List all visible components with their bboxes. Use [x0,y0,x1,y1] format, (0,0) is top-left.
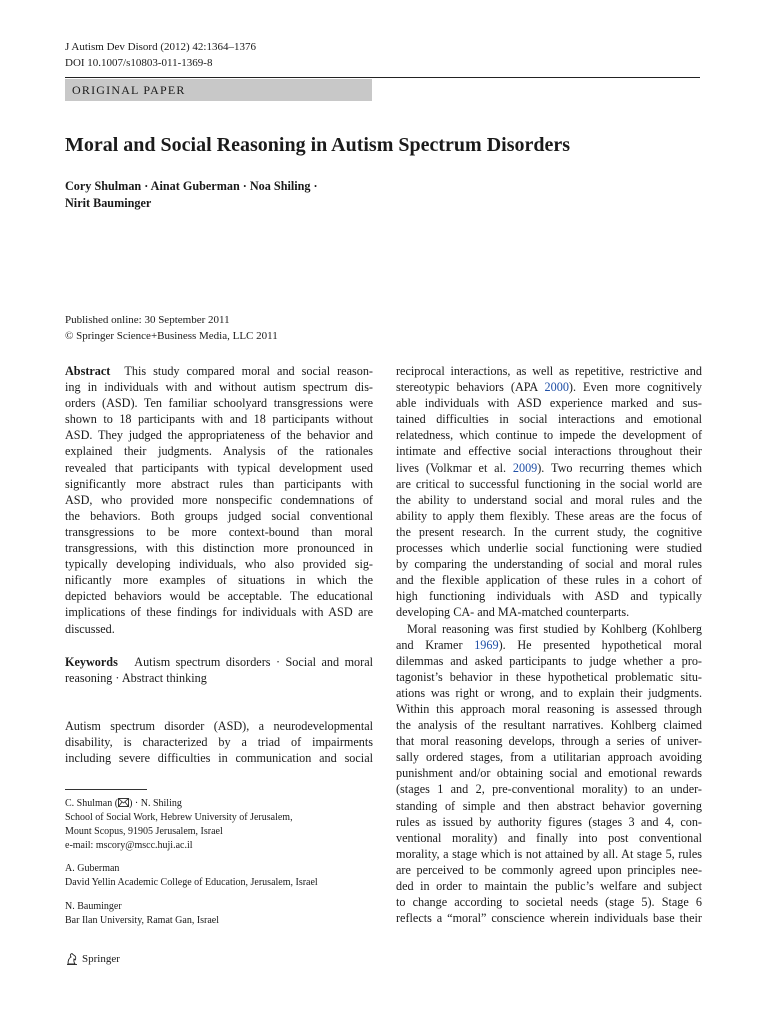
publisher-name: Springer [82,953,120,965]
body-line: Within this approach moral reasoning is assessed through [396,701,702,716]
affiliation-line: Bar Ilan University, Ramat Gan, Israel [65,915,220,926]
affiliation-line: Mount Scopus, 91905 Jerusalem, Israel [65,826,223,837]
body-line: the ability to understand social and moral rules and the [396,492,702,507]
body-line: processes which underlie social functioning were studied [396,541,702,556]
body-line: ability to apply them flexibly. These areas are the focus of [396,508,702,523]
citation-link[interactable]: 2000 [544,380,569,395]
body-line: ventional morality) and finally into post conventional [396,830,702,845]
copyright-notice: © Springer Science+Business Media, LLC 2011 [65,329,278,342]
body-line: Autism spectrum disorder (ASD), a neurodevelopmental [65,719,373,733]
body-line: rules as issued by authority figures (stages 3 and 4, con- [396,814,702,829]
affiliation-shulman [65,797,293,853]
author-list [65,178,385,212]
affiliation-name-line: C. Shulman ( ) · N. Shiling [65,798,182,809]
body-line: are critical to successful functioning in the social world are [396,476,702,491]
abstract-line: Abstract This study compared moral and social reason- [65,364,373,378]
body-line: dilemmas and asked participants to judge whether a pro- [396,653,702,668]
body-line: tained difficulties in social interactions and emotional [396,412,702,427]
body-line: ded in order to maintain the public’s welfare and subject [396,879,702,893]
abstract-line: significantly more abstract rules than participants with [65,476,373,491]
body-line: (stages 1 and 2, pre-conventional morality) to an under- [396,782,702,797]
body-right-column [396,363,702,926]
journal-header [65,39,256,71]
abstract-line: transgressions, with this distinction more pronounced in [65,541,373,556]
abstract-line: ing in individuals with and without autism spectrum dis- [65,380,373,395]
body-line: stereotypic behaviors (APA 2000). Even more cognitively [396,380,702,395]
body-line: lives (Volkmar et al. 2009). Two recurring themes which [396,460,702,475]
abstract-line: transgressions to be more context-bound than moral [65,524,373,539]
author-line-1: Cory Shulman · Ainat Guberman · Noa Shiling · [65,179,318,193]
affiliation-bauminger [65,900,219,928]
abstract-line: depicted behaviors would be acceptable. The educational [65,589,373,604]
citation-link[interactable]: 2009 [512,460,538,475]
body-line: the analysis of the resultant narratives. Kohlberg claimed [396,718,702,733]
keywords-line: reasoning · Abstract thinking [65,671,207,686]
body-line: developing CA- and MA-matched counterparts. [396,605,630,620]
email-link[interactable]: e-mail: mscory@mscc.huji.ac.il [65,840,193,851]
body-line: able individuals with ASD experience marked and sus- [396,396,702,411]
body-line: disability, is characterized by a triad of impairments [65,735,373,750]
affiliation-line: School of Social Work, Hebrew University of Jerusalem, [65,812,293,823]
abstract-line: nificantly more examples of situations in which the [65,573,373,588]
abstract-line: orders (ASD). Ten familiar schoolyard transgressions were [65,396,373,411]
affiliation-line: David Yellin Academic College of Education, Jerusalem, Israel [65,877,318,888]
keywords-line: Keywords Autism spectrum disorders · Social and moral [65,655,373,669]
abstract-line: typically developing individuals, who also provided sig- [65,557,373,572]
springer-horse-icon [65,952,79,966]
body-line: and the flexible application of these rules in a cohort of [396,573,702,588]
body-line: Moral reasoning was first studied by Kohlberg (Kohlberg [407,621,702,636]
abstract-line: implications of these findings for individuals with ASD are [65,605,373,620]
introduction [65,718,373,766]
envelope-icon [118,798,129,809]
body-line: sally ordered stages, from a utilitarian approach avoiding [396,750,702,765]
body-line: morality, a stage which is not attained by all. At stage 5, rules [396,846,702,861]
affiliation-name-line: A. Guberman [65,863,120,874]
body-line: intimate and effective social interactions throughout their [396,444,702,459]
abstract-label: Abstract [65,364,111,378]
body-line: are perceived to be commonly agreed upon principles nee- [396,862,702,877]
journal-citation: J Autism Dev Disord (2012) 42:1364–1376 [65,41,256,53]
body-line: relatedness, which continue to impede the development of [396,428,702,443]
body-line: ations was right or wrong, and to explain their judgments. [396,685,702,700]
abstract-line: shown to 18 participants with and 18 participants without [65,412,373,427]
body-line: the present research. In the current study, the cognitive [396,524,702,539]
publication-info [65,313,278,344]
footnote-rule [65,789,147,790]
doi[interactable]: DOI 10.1007/s10803-011-1369-8 [65,57,213,69]
author-line-2: Nirit Bauminger [65,196,152,210]
body-line: to change according to societal needs (stage 5). Stage 6 [396,895,702,910]
affiliation-name-line: N. Bauminger [65,901,122,912]
abstract-line: explained their judgments. Analysis of the rationales [65,444,373,459]
keywords [65,654,373,686]
abstract-line: ASD, who provided more nonspecific condemnations of [65,492,373,507]
body-line: by comparing the understanding of social and moral rules [396,557,702,572]
body-line: reflects a “moral” conscience wherein individuals base their [396,911,702,926]
body-line: and Kramer 1969). He presented hypothetical moral [396,637,702,652]
abstract-line: ASD. They judged the appropriateness of the behavior and [65,428,373,443]
publisher-footer [65,951,120,967]
body-line: standing of simple and then abstract behavior governing [396,798,702,813]
body-line: high functioning individuals with ASD and typically [396,589,702,604]
affiliation-guberman [65,862,318,890]
abstract-line: revealed that participants with typical development used [65,460,373,475]
abstract-line: discussed. [65,621,115,636]
body-line: punishment and/or obtaining social and emotional rewards [396,766,702,781]
body-line: that moral reasoning develops, through a series of univer- [396,734,702,749]
body-line: tagonist’s behavior in these hypothetical problematic situ- [396,669,702,684]
abstract [65,363,373,637]
body-line: reciprocal interactions, as well as repetitive, restrictive and [396,364,702,378]
abstract-line: the behaviors. Both groups judged social conventional [65,508,373,523]
article-type-badge: ORIGINAL PAPER [65,79,372,101]
body-line: including severe difficulties in communication and social [65,751,373,766]
published-date: Published online: 30 September 2011 [65,314,230,326]
keywords-label: Keywords [65,655,118,669]
header-rule [65,77,700,78]
citation-link[interactable]: 1969 [474,637,499,652]
paper-title: Moral and Social Reasoning in Autism Spectrum Disorders [65,134,571,156]
